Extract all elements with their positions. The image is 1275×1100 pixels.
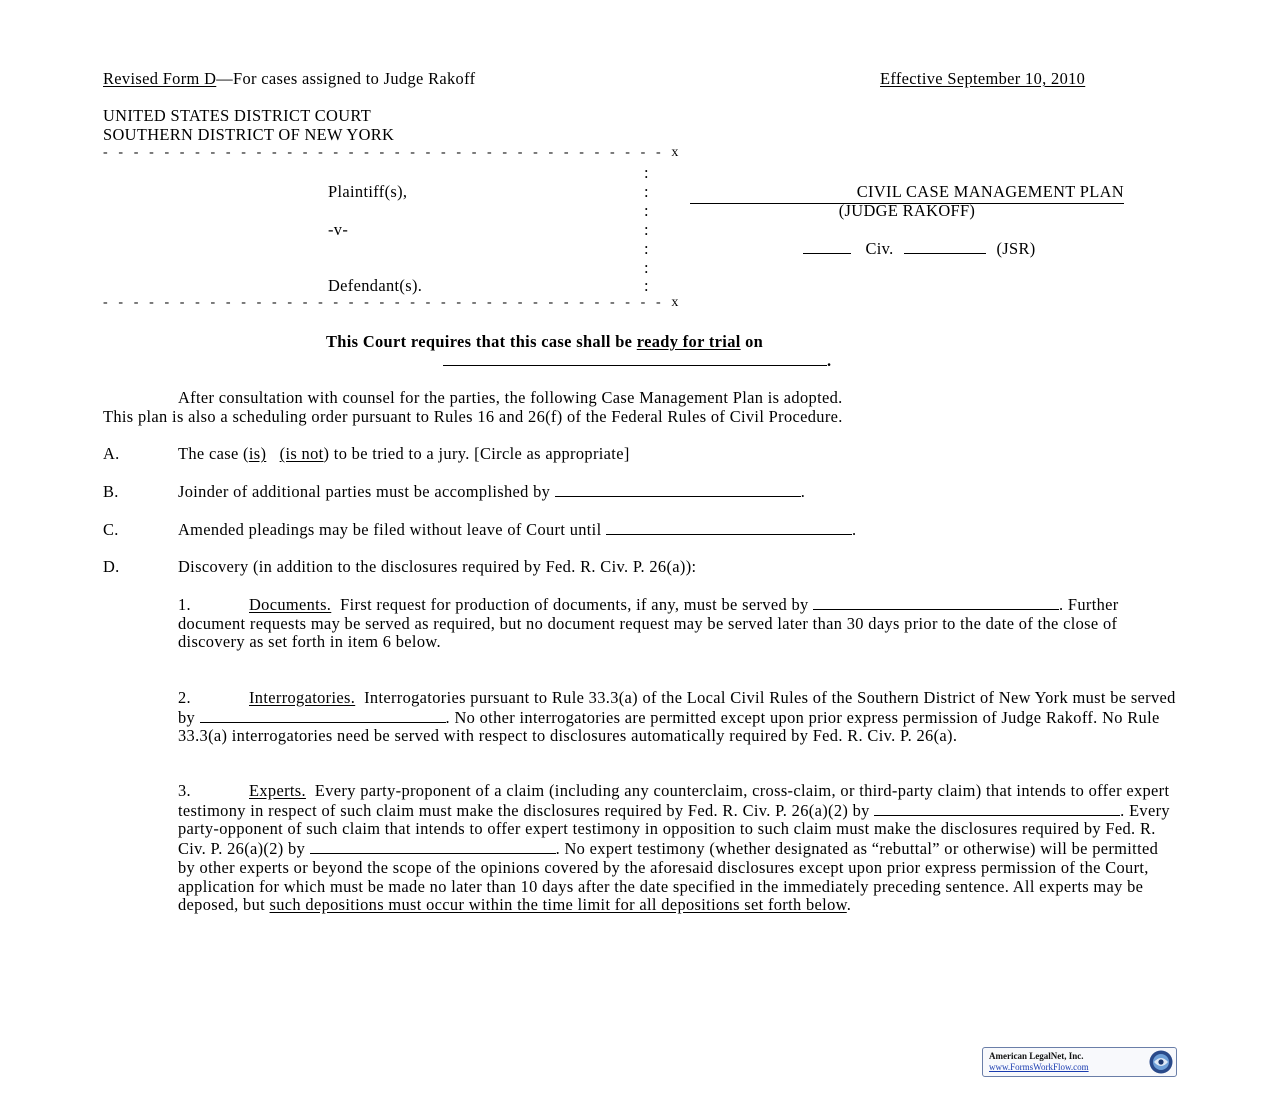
- caption-dash-bottom: - - - - - - - - - - - - - - - - - - - - - - - - - - - - - - - - - - - - - x: [103, 295, 682, 310]
- discovery-experts: 3. Experts. Every party-proponent of a claim (including any counterclaim, cross-claim, or third-party claim) that intends to offer expert testimony in respect of such claim must make the disclosures required by Fed. R. Civ. P. 26(a)(2) by . Every party-opponent of such claim that intends to offer expert testimony in opposition to such claim must make the disclosures required by Fed. R. Civ. P. 26(a)(2) by . No expert testimony (whether designated as “rebuttal” or otherwise) will be permitted by other experts or beyond the scope of the opinions covered by the aforesaid disclosures except upon prior express permission of the Court, application for which must be made no later than 10 days after the date specified in the immediately preceding sentence. All experts may be deposed, but such depositions must occur within the time limit for all depositions set forth below.: [178, 781, 1170, 915]
- item-a-letter: A.: [103, 444, 120, 463]
- documents-text2: . Further document requests may be served as required, but no document request may be served later than 30 days prior to the date of the close of discovery as set forth in item 6 below.: [178, 595, 1119, 652]
- item-b-text: Joinder of additional parties must be accomplished by .: [178, 482, 806, 501]
- interrogatories-title: Interrogatories.: [249, 688, 356, 707]
- joinder-date-blank[interactable]: [555, 482, 801, 497]
- caption-dash-top: - - - - - - - - - - - - - - - - - - - - - - - - - - - - - - - - - - - - - x: [103, 145, 682, 160]
- jury-option-is-not[interactable]: (is not: [279, 444, 324, 463]
- documents-text1: First request for production of documents, if any, must be served by: [340, 595, 809, 614]
- effective-date: Effective September 10, 2010: [880, 69, 1086, 88]
- versus-label: -v-: [328, 220, 349, 239]
- judge-initials: (JSR): [996, 239, 1036, 258]
- caption-colon: :: [644, 182, 649, 201]
- experts-proponent-date-blank[interactable]: [874, 801, 1120, 816]
- form-header: [103, 69, 475, 89]
- logo-brand: American LegalNet, Inc.: [989, 1051, 1084, 1061]
- item-c-text: Amended pleadings may be filed without leave of Court until .: [178, 520, 857, 539]
- experts-opponent-date-blank[interactable]: [310, 839, 556, 854]
- plan-title-text: CIVIL CASE MANAGEMENT PLAN: [690, 182, 1124, 204]
- caption-colon: :: [644, 220, 649, 239]
- documents-title: Documents.: [249, 595, 332, 614]
- item-b-label: Joinder of additional parties must be accomplished by: [178, 482, 551, 501]
- item-d-text: Discovery (in addition to the disclosures required by Fed. R. Civ. P. 26(a)):: [178, 557, 697, 576]
- interrogatories-text1: Interrogatories pursuant to Rule 33.3(a) of the Local Civil Rules of the Southern District of New York must be served by: [178, 688, 1176, 727]
- documents-num: 1.: [178, 595, 191, 614]
- item-b-letter: B.: [103, 482, 119, 501]
- item-a-post: ) to be tried to a jury. [Circle as appropriate]: [323, 444, 630, 463]
- civ-label: Civ.: [865, 239, 894, 258]
- logo-url-link[interactable]: www.FormsWorkFlow.com: [989, 1062, 1089, 1072]
- plaintiff-label: Plaintiff(s),: [328, 182, 408, 201]
- experts-text2: . Every party-opponent of such claim that intends to offer expert testimony in opposition to such claim must make the disclosures required by Fed. R. Civ. P. 26(a)(2) by: [178, 800, 1170, 859]
- trial-notice-emphasis: ready for trial: [636, 332, 741, 351]
- experts-text3: . No expert testimony (whether designated as “rebuttal” or otherwise) will be permitted by other experts or beyond the scope of the opinions covered by the aforesaid disclosures except upon prior express permission of the Court, application for which must be made no later than 10 days after the date specified in the immediately preceding sentence. All experts may be deposed, but: [178, 839, 1159, 915]
- form-note: —For cases assigned to Judge Rakoff: [216, 69, 476, 88]
- docket-number-blank[interactable]: [904, 239, 986, 254]
- trial-notice-prefix: This Court requires that this case shall be: [326, 332, 637, 351]
- item-d-letter: D.: [103, 557, 120, 576]
- trial-notice-suffix: on: [740, 332, 764, 351]
- caption-colon: :: [644, 258, 649, 277]
- item-a-text: [178, 444, 630, 464]
- globe-icon: [1148, 1049, 1174, 1075]
- court-name-line2: SOUTHERN DISTRICT OF NEW YORK: [103, 125, 395, 144]
- year-blank[interactable]: [803, 239, 851, 254]
- interrogatories-text2: . No other interrogatories are permitted except upon prior express permission of Judge Rakoff. No Rule 33.3(a) interrogatories need be served with respect to disclosures automatically required by Fed. R. Civ. P. 26(a).: [178, 707, 1160, 746]
- court-name-line1: UNITED STATES DISTRICT COURT: [103, 106, 372, 125]
- interrogatories-num: 2.: [178, 688, 191, 707]
- caption-colon: :: [644, 276, 649, 295]
- discovery-interrogatories: [178, 689, 1178, 746]
- caption-colon: :: [644, 201, 649, 220]
- interrogatories-date-blank[interactable]: [200, 708, 446, 723]
- item-a-pre: The case (: [178, 444, 249, 463]
- form-name: Revised Form D: [103, 69, 217, 88]
- amended-pleadings-date-blank[interactable]: [606, 520, 852, 535]
- discovery-documents: [178, 595, 1178, 652]
- trial-notice: [326, 332, 763, 352]
- experts-underlined-text: such depositions must occur within the time limit for all depositions set forth below: [269, 895, 847, 915]
- experts-title: Experts.: [249, 781, 306, 800]
- intro-line2: This plan is also a scheduling order pursuant to Rules 16 and 26(f) of the Federal Rules of Civil Procedure.: [103, 407, 843, 426]
- documents-date-blank[interactable]: [813, 595, 1059, 610]
- plan-subtitle: (JUDGE RAKOFF): [838, 201, 976, 220]
- item-c-letter: C.: [103, 520, 119, 539]
- trial-date-line: .: [443, 351, 831, 371]
- american-legalnet-logo: [982, 1047, 1177, 1077]
- case-number-line: [803, 239, 1036, 259]
- intro-line1: After consultation with counsel for the parties, the following Case Management Plan is adopted.: [178, 388, 843, 407]
- experts-num: 3.: [178, 781, 191, 800]
- jury-option-is[interactable]: is): [248, 444, 267, 463]
- item-c-label: Amended pleadings may be filed without leave of Court until: [178, 520, 602, 539]
- defendant-label: Defendant(s).: [328, 276, 423, 295]
- experts-text1: Every party-proponent of a claim (including any counterclaim, cross-claim, or third-party claim) that intends to offer expert testimony in respect of such claim must make the disclosures required by Fed. R. Civ. P. 26(a)(2) by: [178, 781, 1170, 820]
- trial-date-blank[interactable]: [443, 351, 827, 366]
- caption-colon: :: [644, 163, 649, 182]
- caption-colon: :: [644, 239, 649, 258]
